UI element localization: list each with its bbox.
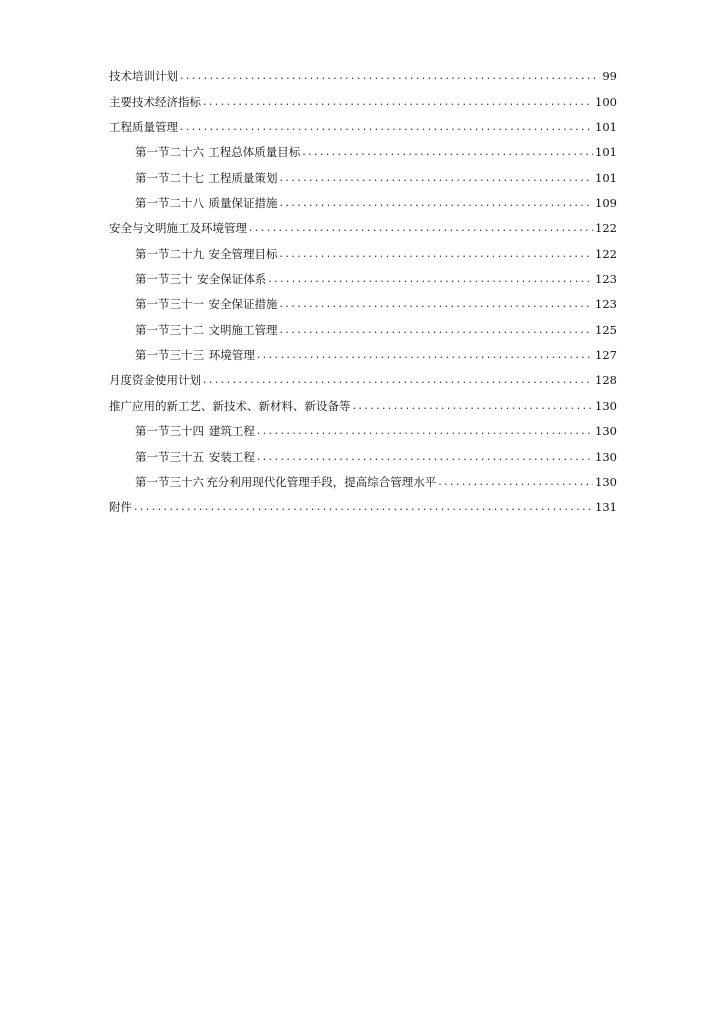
toc-dot-leader bbox=[134, 500, 593, 514]
toc-entry-title: 主要技术经济指标 bbox=[109, 94, 201, 109]
toc-entry-title: 月度资金使用计划 bbox=[109, 373, 201, 388]
toc-dot-leader bbox=[203, 373, 593, 387]
toc-entry-title: 文明施工管理 bbox=[208, 322, 278, 337]
toc-section-number: 第一节三十五 bbox=[135, 449, 204, 464]
toc-dot-leader bbox=[280, 247, 594, 261]
toc-subentry[interactable] bbox=[109, 464, 617, 489]
toc-entry-title: 技术培训计划 bbox=[109, 69, 178, 84]
table-of-contents bbox=[109, 58, 617, 514]
toc-page-number: 101 bbox=[595, 170, 617, 185]
toc-dot-leader bbox=[257, 348, 593, 362]
toc-dot-leader bbox=[280, 323, 594, 337]
toc-entry-title: 工程总体质量目标 bbox=[208, 145, 301, 160]
toc-entry[interactable] bbox=[109, 83, 617, 108]
toc-page-number: 130 bbox=[595, 398, 617, 413]
toc-dot-leader bbox=[353, 399, 594, 413]
toc-entry-title: 环境管理 bbox=[208, 348, 255, 363]
toc-page-number: 130 bbox=[595, 424, 617, 439]
toc-entry[interactable] bbox=[109, 109, 617, 134]
toc-page-number: 123 bbox=[595, 297, 617, 312]
toc-entry-title: 工程质量策划 bbox=[208, 170, 278, 185]
toc-page-number: 101 bbox=[595, 145, 617, 160]
toc-subentry[interactable] bbox=[109, 438, 617, 463]
toc-dot-leader bbox=[280, 196, 594, 210]
toc-dot-leader bbox=[438, 475, 593, 489]
toc-page-number: 125 bbox=[595, 322, 617, 337]
toc-entry-title: 附件 bbox=[109, 500, 132, 515]
toc-page-number: 131 bbox=[595, 500, 617, 515]
toc-section-number: 第一节三十 bbox=[135, 272, 193, 287]
toc-section-number: 第一节二十六 bbox=[135, 145, 204, 160]
toc-page-number: 123 bbox=[595, 272, 617, 287]
toc-entry-title: 建筑工程 bbox=[208, 424, 255, 439]
toc-subentry[interactable] bbox=[109, 235, 617, 260]
toc-subentry[interactable] bbox=[109, 261, 617, 286]
toc-subentry[interactable] bbox=[109, 159, 617, 184]
toc-section-number: 第一节三十四 bbox=[135, 424, 204, 439]
toc-dot-leader bbox=[203, 95, 593, 109]
toc-page-number: 101 bbox=[595, 120, 617, 135]
toc-page-number: 122 bbox=[595, 246, 617, 261]
toc-page-number: 127 bbox=[595, 348, 617, 363]
toc-dot-leader bbox=[280, 171, 594, 185]
toc-dot-leader bbox=[257, 450, 593, 464]
toc-section-number: 第一节三十二 bbox=[135, 322, 204, 337]
toc-entry[interactable] bbox=[109, 58, 617, 83]
toc-entry[interactable] bbox=[109, 362, 617, 387]
toc-subentry[interactable] bbox=[109, 311, 617, 336]
toc-section-number: 第一节三十一 bbox=[135, 297, 204, 312]
toc-entry-title: 工程质量管理 bbox=[109, 120, 178, 135]
toc-dot-leader bbox=[268, 272, 593, 286]
toc-dot-leader bbox=[180, 69, 600, 83]
toc-page-number: 130 bbox=[595, 474, 617, 489]
toc-section-number: 第一节三十六 bbox=[135, 474, 204, 489]
toc-entry-title: 推广应用的新工艺、新技术、新材料、新设备等 bbox=[109, 398, 351, 413]
toc-dot-leader bbox=[257, 424, 593, 438]
toc-section-number: 第一节二十九 bbox=[135, 246, 204, 261]
toc-subentry[interactable] bbox=[109, 337, 617, 362]
toc-page-number: 99 bbox=[602, 69, 617, 84]
toc-entry[interactable] bbox=[109, 210, 617, 235]
toc-entry[interactable] bbox=[109, 489, 617, 514]
toc-dot-leader bbox=[249, 221, 593, 235]
toc-subentry[interactable] bbox=[109, 413, 617, 438]
toc-dot-leader bbox=[180, 120, 593, 134]
toc-subentry[interactable] bbox=[109, 286, 617, 311]
toc-dot-leader bbox=[280, 297, 594, 311]
toc-entry-title: 质量保证措施 bbox=[208, 196, 278, 211]
toc-section-number: 第一节二十七 bbox=[135, 170, 204, 185]
toc-subentry[interactable] bbox=[109, 185, 617, 210]
toc-section-number: 第一节二十八 bbox=[135, 196, 204, 211]
toc-entry-title: 安全管理目标 bbox=[208, 246, 278, 261]
toc-page-number: 130 bbox=[595, 449, 617, 464]
toc-entry-title: 安全保证措施 bbox=[208, 297, 278, 312]
toc-page-number: 128 bbox=[595, 373, 617, 388]
toc-page-number: 122 bbox=[595, 221, 617, 236]
toc-subentry[interactable] bbox=[109, 134, 617, 159]
toc-entry-title: 安全与文明施工及环境管理 bbox=[109, 221, 247, 236]
toc-page-number: 100 bbox=[595, 94, 617, 109]
toc-entry-title: 安全保证体系 bbox=[197, 272, 267, 287]
toc-entry-title: 安装工程 bbox=[208, 449, 255, 464]
toc-section-number: 第一节三十三 bbox=[135, 348, 204, 363]
toc-page-number: 109 bbox=[595, 196, 617, 211]
toc-entry-title: 充分利用现代化管理手段，提高综合管理水平 bbox=[206, 474, 437, 489]
toc-dot-leader bbox=[302, 145, 593, 159]
toc-entry[interactable] bbox=[109, 387, 617, 412]
